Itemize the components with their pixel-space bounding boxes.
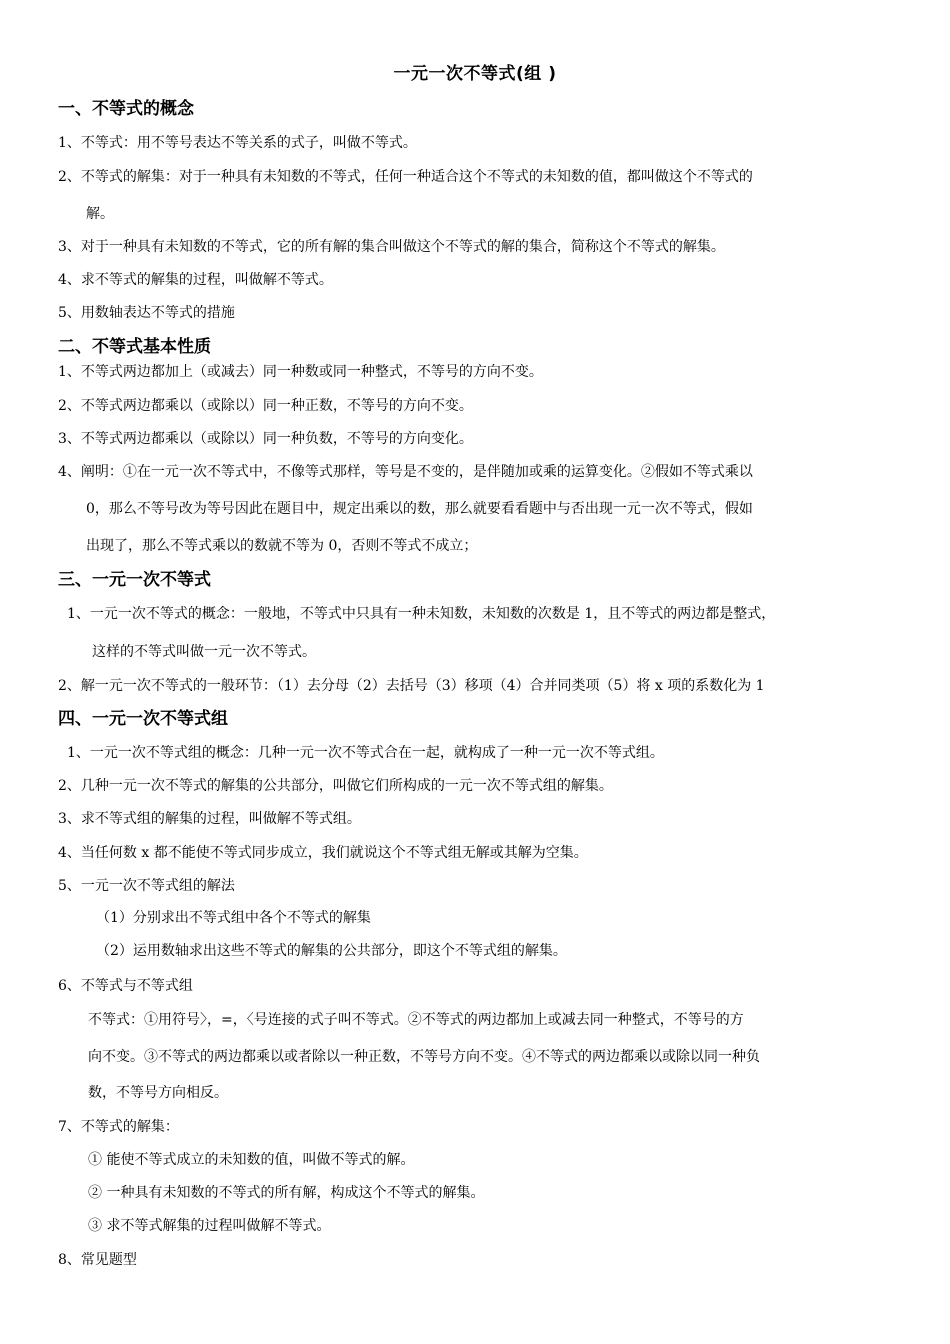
system-item-7-point-1: ① 能使不等式成立的未知数的值，叫做不等式的解。 bbox=[88, 1152, 415, 1168]
linear-item-1-continued: 这样的不等式叫做一元一次不等式。 bbox=[92, 644, 316, 660]
concept-item-2: 2、不等式的解集：对于一种具有未知数的不等式，任何一种适合这个不等式的未知数的值，都叫做这个不等式的 bbox=[58, 169, 753, 185]
section-heading-inequality-system: 四、一元一次不等式组 bbox=[58, 709, 228, 729]
concept-item-1: 1、不等式：用不等号表达不等关系的式子，叫做不等式。 bbox=[58, 135, 417, 151]
system-item-5: 5、一元一次不等式组的解法 bbox=[58, 878, 235, 894]
system-item-6-line-2: 向不变。③不等式的两边都乘以或者除以一种正数，不等号方向不变。④不等式的两边都乘以或除以同一种负 bbox=[88, 1049, 760, 1065]
concept-item-4: 4、求不等式的解集的过程，叫做解不等式。 bbox=[58, 272, 333, 288]
system-item-2: 2、几种一元一次不等式的解集的公共部分，叫做它们所构成的一元一次不等式组的解集。 bbox=[58, 778, 613, 794]
property-item-4-line-2: 0，那么不等号改为等号因此在题目中，规定出乘以的数，那么就要看看题中与否出现一元一次不等式，假如 bbox=[86, 501, 753, 517]
property-item-1: 1、不等式两边都加上（或减去）同一种数或同一种整式，不等号的方向不变。 bbox=[58, 364, 543, 380]
system-item-6-line-3: 数，不等号方向相反。 bbox=[88, 1085, 228, 1101]
system-item-3: 3、求不等式组的解集的过程，叫做解不等式组。 bbox=[58, 811, 361, 827]
system-item-5-step-1: （1）分别求出不等式组中各个不等式的解集 bbox=[96, 910, 371, 926]
linear-item-2: 2、解一元一次不等式的一般环节：（1）去分母（2）去括号（3）移项（4）合并同类项（5）将 x 项的系数化为 1 bbox=[58, 678, 765, 694]
concept-item-3: 3、对于一种具有未知数的不等式，它的所有解的集合叫做这个不等式的解的集合，简称这个不等式的解集。 bbox=[58, 239, 725, 255]
concept-item-2-continued: 解。 bbox=[86, 206, 114, 222]
property-item-4-line-3: 出现了，那么不等式乘以的数就不等为 0，否则不等式不成立； bbox=[86, 538, 478, 554]
system-item-1: 1、一元一次不等式组的概念：几种一元一次不等式合在一起，就构成了一种一元一次不等式组。 bbox=[67, 745, 664, 761]
system-item-6: 6、不等式与不等式组 bbox=[58, 978, 193, 994]
section-heading-linear-inequality: 三、一元一次不等式 bbox=[58, 570, 211, 590]
property-item-4: 4、阐明：①在一元一次不等式中，不像等式那样，等号是不变的，是伴随加或乘的运算变化。②假如不等式乘以 bbox=[58, 464, 753, 480]
property-item-3: 3、不等式两边都乘以（或除以）同一种负数，不等号的方向变化。 bbox=[58, 431, 473, 447]
document-title: 一元一次不等式(组 ) bbox=[393, 64, 557, 84]
system-item-8: 8、常见题型 bbox=[58, 1252, 137, 1268]
system-item-5-step-2: （2）运用数轴求出这些不等式的解集的公共部分，即这个不等式组的解集。 bbox=[96, 943, 567, 959]
section-heading-properties: 二、不等式基本性质 bbox=[58, 337, 211, 357]
system-item-7-point-2: ② 一种具有未知数的不等式的所有解，构成这个不等式的解集。 bbox=[88, 1185, 485, 1201]
system-item-4: 4、当任何数 x 都不能使不等式同步成立，我们就说这个不等式组无解或其解为空集。 bbox=[58, 845, 588, 861]
linear-item-1: 1、一元一次不等式的概念：一般地，不等式中只具有一种未知数，未知数的次数是 1，且不等式的两边都是整式， bbox=[67, 606, 776, 622]
property-item-2: 2、不等式两边都乘以（或除以）同一种正数，不等号的方向不变。 bbox=[58, 398, 473, 414]
system-item-7-point-3: ③ 求不等式解集的过程叫做解不等式。 bbox=[88, 1218, 331, 1234]
section-heading-concept: 一、不等式的概念 bbox=[58, 99, 194, 119]
concept-item-5: 5、用数轴表达不等式的措施 bbox=[58, 305, 235, 321]
system-item-6-line-1: 不等式：①用符号〉，=，〈号连接的式子叫不等式。②不等式的两边都加上或减去同一种整式，不等号的方 bbox=[88, 1012, 744, 1028]
system-item-7: 7、不等式的解集： bbox=[58, 1119, 179, 1135]
